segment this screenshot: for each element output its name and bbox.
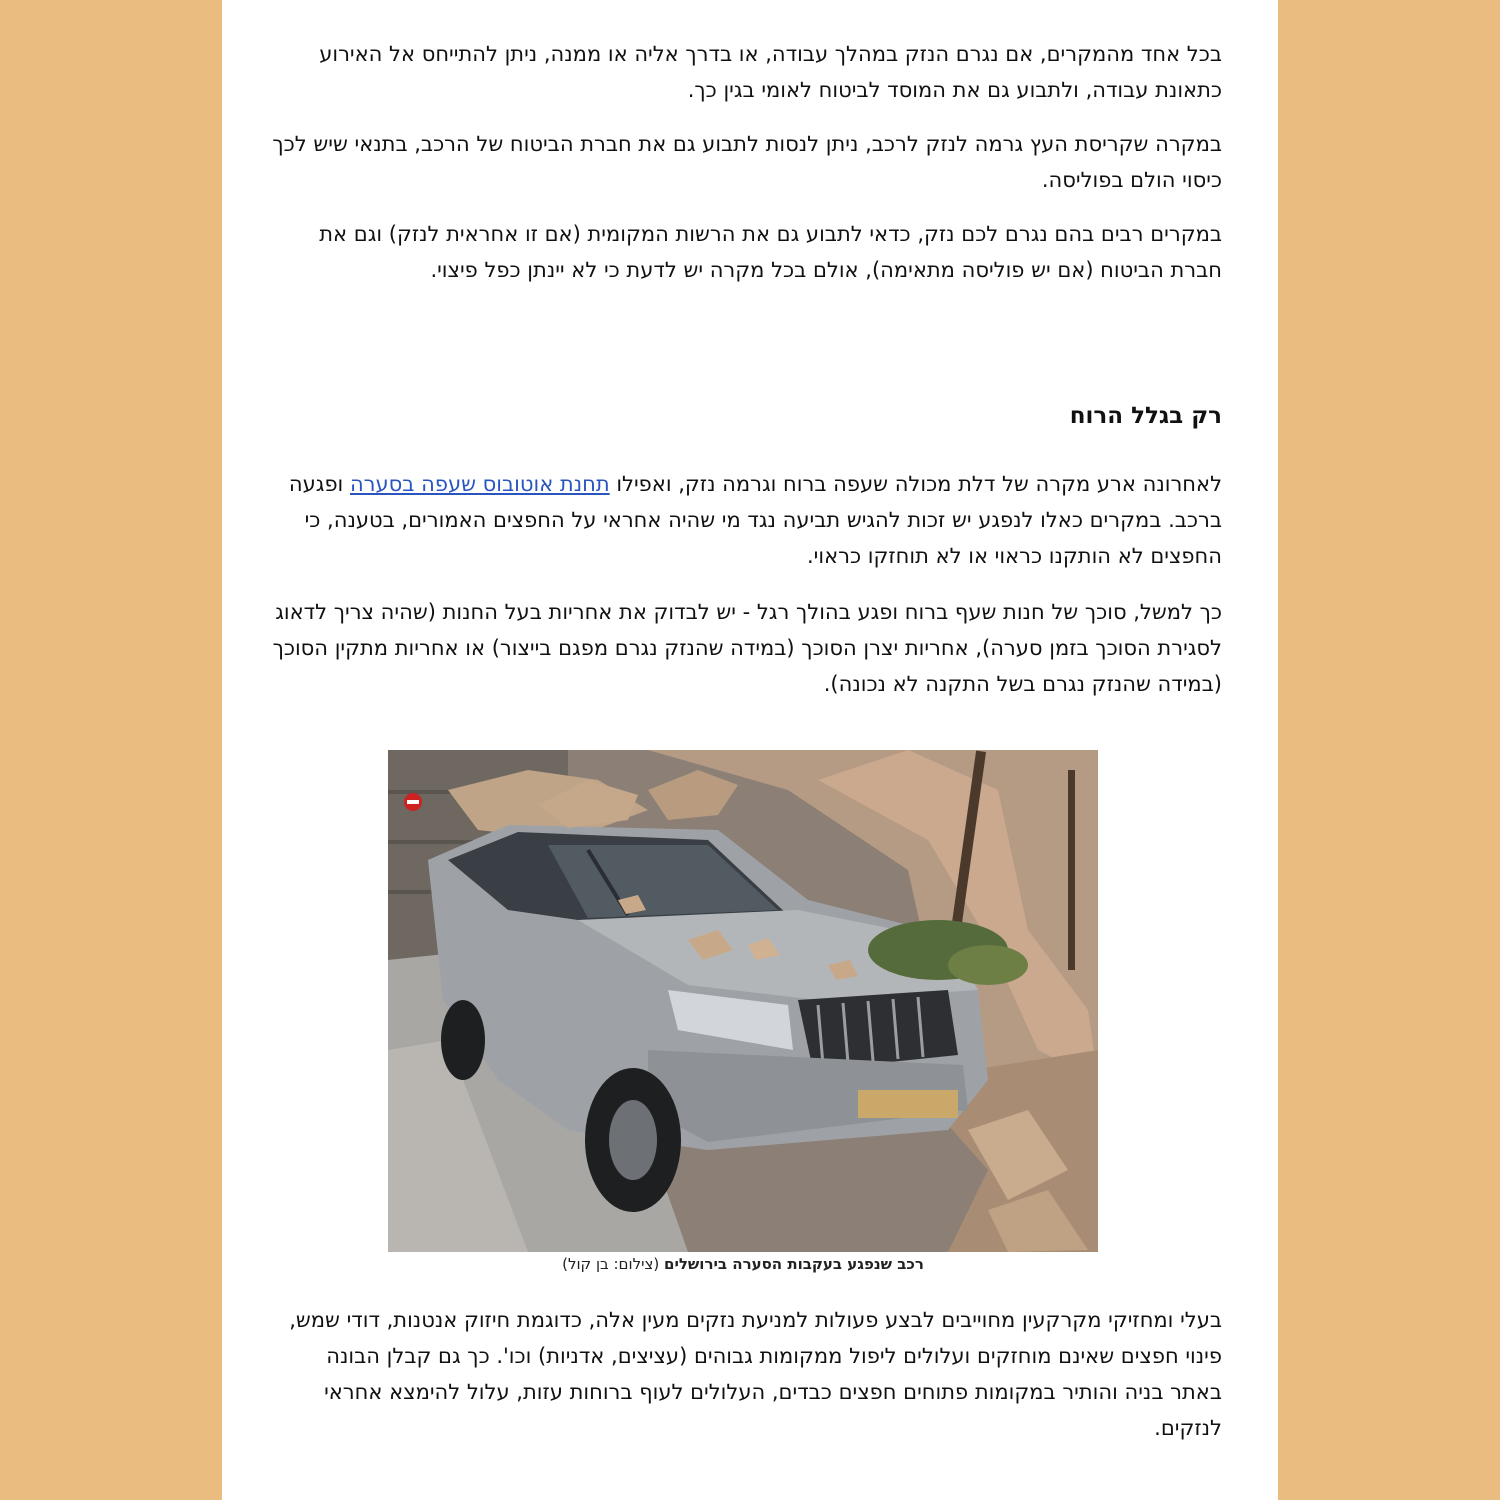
license-plate bbox=[858, 1090, 958, 1118]
paragraph-work-accident: בכל אחד מהמקרים, אם נגרם הנזק במהלך עבודה, או בדרך אליה או ממנה, ניתן להתייחס אל האירוע כתאונת עבודה, ולתבוע גם את המוסד לביטוח לאומי בגין כך. bbox=[319, 42, 1222, 102]
rear-wheel bbox=[441, 1000, 485, 1080]
paragraph-wind-damage bbox=[272, 466, 1222, 574]
bus-station-link[interactable]: תחנת אוטובוס שעפה בסערה bbox=[349, 472, 610, 496]
document-page bbox=[222, 0, 1278, 1500]
paragraph-awning-example: כך למשל, סוכך של חנות שעף ברוח ופגע בהולך רגל - יש לבדוק את אחריות בעל החנות (שהיה צריך לדאוג לסגירת הסוכך בזמן סערה), אחריות יצרן הסוכך (במידה שהנזק נגרם מפגם בייצור) או אחריות מתקין הסוכך (במידה שהנזק נגרם בשל התקנה לא נכונה). bbox=[272, 600, 1222, 696]
paragraph-car-insurance: במקרה שקריסת העץ גרמה לנזק לרכב, ניתן לנסות לתבוע גם את חברת הביטוח של הרכב, בתנאי שיש לכך כיסוי הולם בפוליסה. bbox=[272, 132, 1222, 192]
section-heading: רק בגלל הרוח bbox=[1069, 403, 1222, 429]
damaged-car-photo bbox=[388, 750, 1098, 1252]
damaged-car-illustration bbox=[388, 750, 1098, 1252]
photo-caption bbox=[388, 1252, 1098, 1276]
photo-caption-title: רכב שנפגע בעקבות הסערה בירושלים bbox=[664, 1255, 924, 1273]
paragraph-double-compensation: במקרים רבים בהם נגרם לכם נזק, כדאי לתבוע גם את הרשות המקומית (אם זו אחראית לנזק) וגם את חברת הביטוח (אם יש פוליסה מתאימה), אולם בכל מקרה יש לדעת כי לא יינתן כפל פיצוי. bbox=[319, 222, 1222, 282]
paragraph-wind-damage-end: ופגעה ברכב. במקרים כאלו לנפגע יש זכות להגיש תביעה נגד מי שהיה אחראי על החפצים האמורים, בטענה, כי החפצים לא הותקנו כראוי או לא תוחזקו כראוי. bbox=[288, 472, 1222, 568]
photo-credit: (צילום: בן קול) bbox=[562, 1255, 664, 1273]
paragraph-wind-damage-start: לאחרונה ארע מקרה של דלת מכולה שעפה ברוח וגרמה נזק, ואפילו bbox=[609, 472, 1222, 496]
paragraph-owners-duty: בעלי ומחזיקי מקרקעין מחוייבים לבצע פעולות למניעת נזקים מעין אלה, כדוגמת חיזוק אנטנות, דודי שמש, פינוי חפצים שאינם מוחזקים ועלולים ליפול ממקומות גבוהים (עציצים, אדניות) וכו'. כך גם קבלן הבונה באתר בניה והותיר במקומות פתוחים חפצים כבדים, העלולים לעוף ברוחות עזות, עלול להימצא אחראי לנזקים. bbox=[289, 1308, 1222, 1440]
